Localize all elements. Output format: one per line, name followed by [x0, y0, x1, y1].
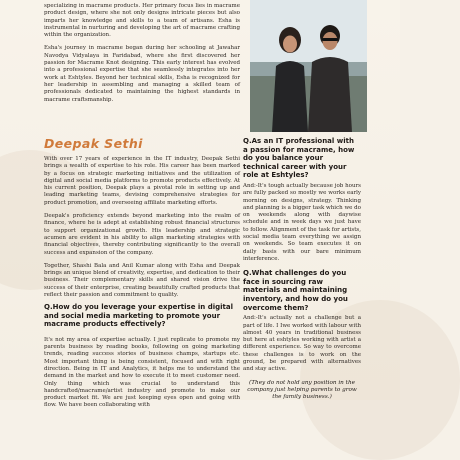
left-column [44, 3, 240, 104]
pull-quote: (They do not hold any position in the company just helping parents to grow the family business.) [247, 379, 357, 401]
founders-photo [250, 0, 367, 132]
question-2: Q.As an IT professional with a passion for macrame, how do you balance your technical career with your role at Eshtyles? [243, 137, 355, 180]
deepak-paragraph-1: With over 17 years of experience in the IT industry, Deepak Sethi brings a wealth of expertise to his role. His career has been marked by a focus on strategic marketing initiatives and the utilization of digital and social media platforms to promote products effectively. At his current position, Deepak plays a pivotal role in setting up and leading marketing teams, devising comprehensive strategies for product promotion, and overseeing affiliate marketing efforts. [44, 156, 240, 206]
question-1: Q.How do you leverage your expertise in digital and social media marketing to promote your macrame products effectively? [44, 303, 233, 329]
name-heading: Deepak Sethi [44, 136, 143, 151]
deepak-paragraph-2: Deepak's proficiency extends beyond marketing into the realm of finance, where he is adept at establishing robust financial structures to support organizational growth. His leadership and strategic acumen are evident in his ability to align marketing strategies with financial objectives, thereby contributing significantly to the overall success and expansion of the company. [44, 213, 240, 256]
intro-paragraph-2: Esha's journey in macrame began during her schooling at Jawahar Navodya Vidyalaya in Faridabad, where she first discovered her passion for Macrame Knot designing. This early interest has evolved into a professional expertise that she seamlessly integrates into her work at Eshtyles. Beyond her technical skills, Esha is recognized for her leadership in assembling and managing a skilled team of professionals dedicated to maintaining the highest standards in macrame craftsmanship. [44, 45, 240, 103]
answer-1: It's not my area of expertise actually. I just replicate to promote my parents business by reading books, following on going marketing trends, reading success stories of business champs, startups etc. Most important thing is being consistent, focused and with right direction. Being in IT and Analytics, it helps me to understand the demand in the market and how to execute it to meet customer need. Only thing which was crucial to understand this handcrafted/macrame/artist industry and promote to make our product market fit. We are just keeping eyes open and going with flow. We have been collaborating with [44, 336, 240, 409]
founders-photo-illustration [250, 0, 367, 132]
deepak-paragraph-3: Together, Shashi Bala and Anil Kumar along with Esha and Deepak brings an unique blend of creativity, expertise, and dedication to their business. Their complementary skills and shared vision drive the success of their enterprise, creating beautifully crafted products that reflect their passion and commitment to quality. [44, 262, 240, 299]
intro-paragraph-1: specializing in macrame products. Her primary focus lies in macrame product design, where she not only designs intricate pieces but also imparts her knowledge and skills to a team of artisans. Esha is instrumental in nurturing and developing the art of macrame crafting within the organization. [44, 3, 240, 39]
deepak-bio [44, 156, 240, 299]
answer-3: And:-It's actually not a challenge but a part of life. I Iwe worked with labour with almost 40 years in traditional business but here at eshtyles working with artist a different experience. So way to overcome these challenges is to work on the ground, be prepared with alternatives and stay active. [243, 315, 361, 373]
question-3: Q.What challenges do you face in sourcing raw materials and maintaining inventory, and how do you overcome them? [243, 269, 348, 312]
right-column [243, 137, 361, 401]
answer-2: And:-It's tough actually because job hours are fully packed so mostly we works early morning on designs, strategy. Thinking and planning is a bigger task which we do on weekends along with daywise schedule and in week days we just have to follow. Alignment of the task for artists, social media team everything we assign on weekends. So team executes it on daily basis with our bare minimum interference. [243, 182, 361, 262]
question-1-block [44, 303, 240, 410]
